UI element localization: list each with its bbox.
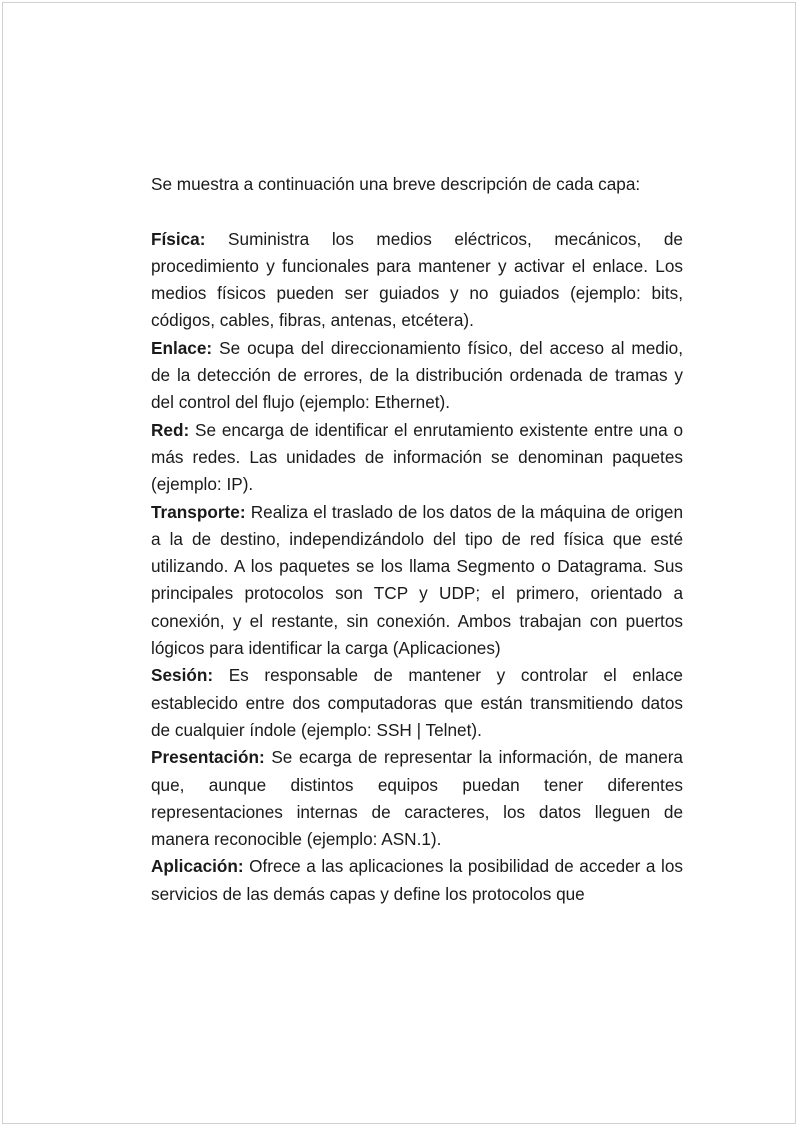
layer-sesion (151, 662, 683, 744)
layer-term: Sesión: (151, 665, 214, 686)
page-body (151, 171, 683, 908)
layer-term: Aplicación: (151, 856, 244, 877)
layer-description: Suministra los medios eléctricos, mecánicos, de procedimiento y funcionales para mantener y activar el enlace. Los medios físicos pueden ser guiados y no guiados (ejemplo: bits, códigos, cables, fibras, antenas, etcétera). (151, 228, 683, 331)
document-page (2, 2, 796, 1124)
layer-term: Red: (151, 419, 190, 440)
layer-description: Se ocupa del direccionamiento físico, del acceso al medio, de la detección de errores, de la distribución ordenada de tramas y del control del flujo (ejemplo: Ethernet). (151, 337, 683, 413)
layer-description: Realiza el traslado de los datos de la máquina de origen a la de destino, independizándolo del tipo de red física que esté utilizando. A los paquetes se los llama Segmento o Datagrama. Sus principales protocolos son TCP y UDP; el primero, orientado a conexión, y el restante, sin conexión. Ambos trabajan con puertos lógicos para identificar la carga (Aplicaciones) (151, 501, 683, 659)
layer-description: Ofrece a las aplicaciones la posibilidad de acceder a los servicios de las demás capas y define los protocolos que (151, 856, 683, 904)
layer-term: Física: (151, 228, 206, 249)
layer-term: Presentación: (151, 747, 265, 768)
layer-description: Se ecarga de representar la información, de manera que, aunque distintos equipos puedan tener diferentes representaciones internas de caracteres, los datos lleguen de manera reconocible (ejemplo: ASN.1). (151, 747, 683, 850)
intro-paragraph: Se muestra a continuación una breve descripción de cada capa: (151, 174, 641, 194)
layer-aplicacion (151, 853, 683, 908)
layer-presentacion (151, 744, 683, 853)
layer-enlace (151, 335, 683, 417)
layer-transporte (151, 499, 683, 663)
layer-term: Transporte: (151, 501, 246, 522)
layer-fisica (151, 226, 683, 335)
layer-red (151, 417, 683, 499)
layer-term: Enlace: (151, 337, 213, 358)
layer-description: Se encarga de identificar el enrutamiento existente entre una o más redes. Las unidades de información se denominan paquetes (ejemplo: IP). (151, 419, 683, 495)
layer-description: Es responsable de mantener y controlar el enlace establecido entre dos computadoras que están transmitiendo datos de cualquier índole (ejemplo: SSH | Telnet). (151, 665, 683, 740)
